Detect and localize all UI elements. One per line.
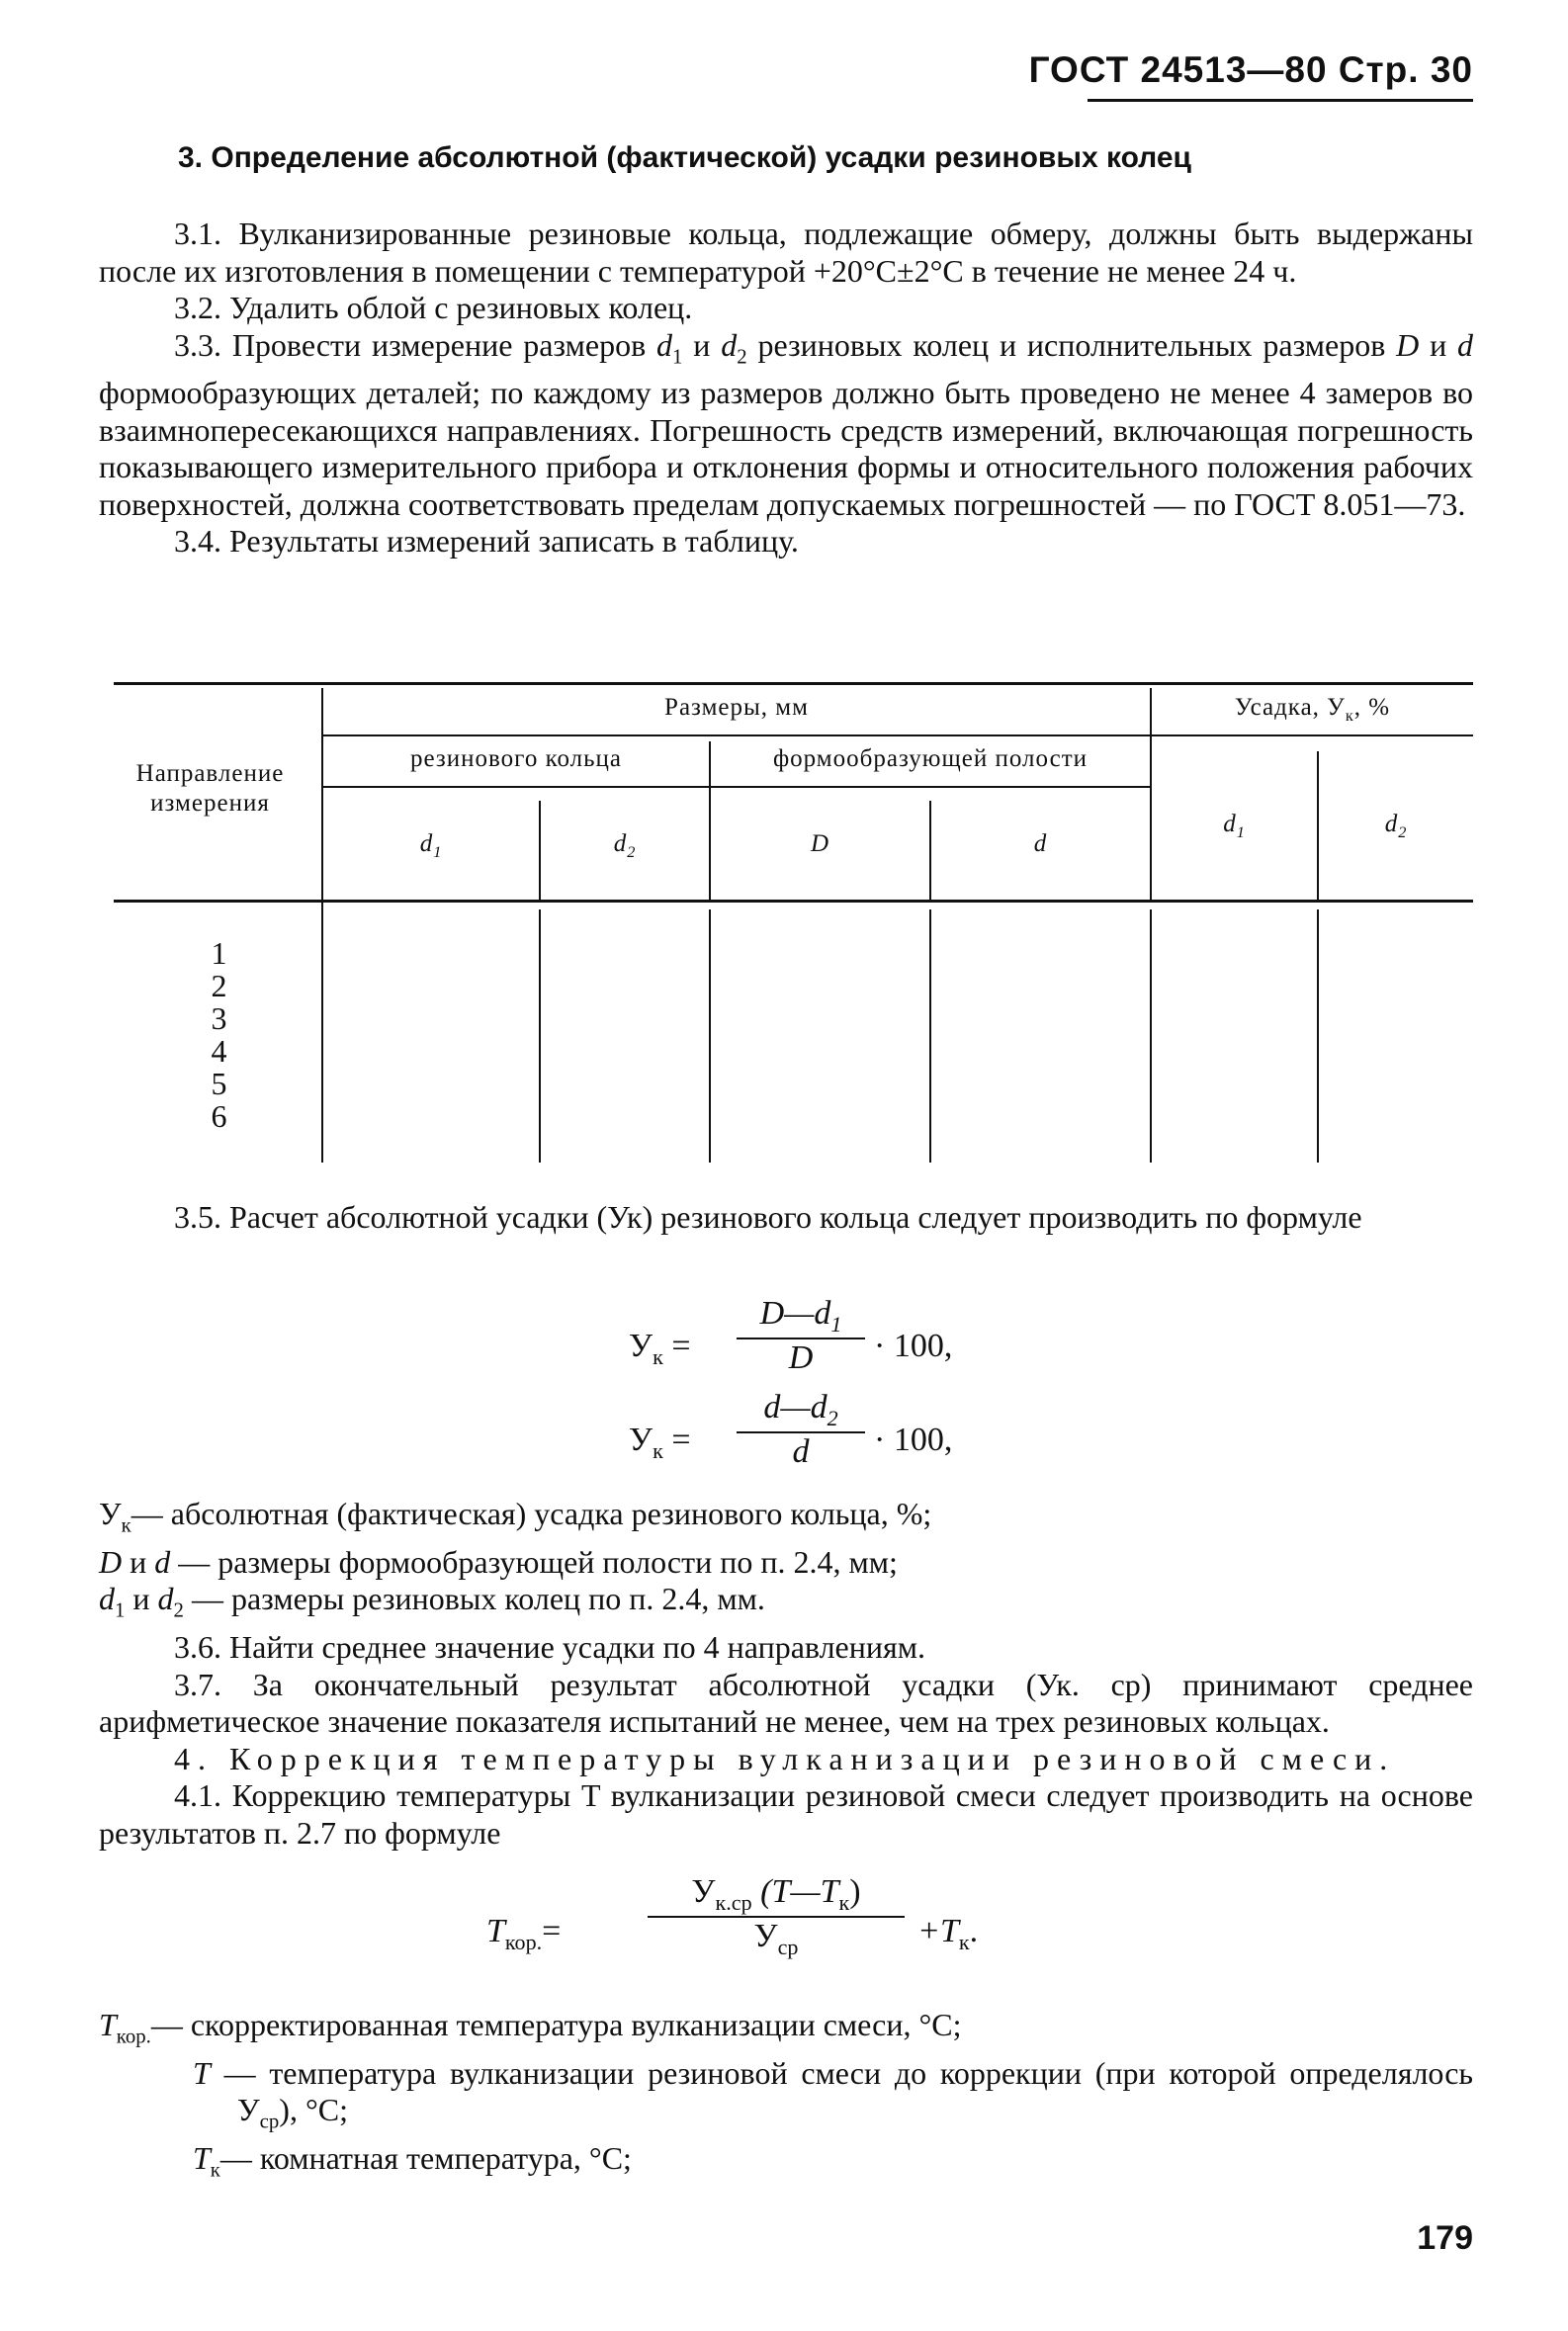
def-D-d: D и d — размеры формообразующей полости по п. 2.4, мм; [99, 1543, 898, 1580]
def-tk: $T_к—$ комнатная температура, °C; [193, 2140, 632, 2182]
header-rule [1088, 99, 1473, 102]
formula-2-fraction: $\frac{d—d_2}{d}$ [737, 1389, 865, 1471]
def-tkor: $T_{кор.}—$ скорректированная температура вулканизации смеси, °C; [99, 2007, 962, 2048]
def-t: T — температура вулканизации резиновой смеси до коррекции (при которой определялось $У_{ср}$), °C; [193, 2054, 1474, 2133]
def-yk: $У_к—$ абсолютная (фактическая) усадка резинового кольца, %; [99, 1496, 932, 1537]
row-5: 5 [211, 1066, 228, 1101]
p-3-6: 3.6. Найти среднее значение усадки по 4 направлениям. [174, 1629, 925, 1666]
head-shrink-d1: $d_1$ [1223, 811, 1246, 841]
p-3-4: 3.4. Результаты измерений записать в таблицу. [174, 523, 799, 560]
p-4-1: 4.1. Коррекцию температуры T вулканизации резиновой смеси следует производить на основе результатов п. 2.7 по формуле [99, 1777, 1473, 1851]
formula-3-fraction: $У_{к.ср}$ $(T—T_к)$ $У_{ср}$ [648, 1873, 905, 1960]
head-d1: $d_1$ [419, 830, 443, 861]
page-header: ГОСТ 24513—80 Стр. 30 [1028, 49, 1473, 90]
row-4: 4 [211, 1033, 228, 1069]
head-shrink-d2: $d_2$ [1384, 811, 1408, 841]
formula-3-tail: $+T_к$. [917, 1913, 979, 1954]
head-d: d [1033, 830, 1048, 857]
definitions-2 [99, 2007, 1473, 2189]
head-d2: $d_2$ [613, 830, 637, 861]
formula-3-lhs: $T_{кор.}=$ [486, 1913, 562, 1954]
row-2: 2 [211, 968, 228, 1003]
p-3-2: 3.2. Удалить облой с резиновых колец. [174, 290, 693, 325]
row-3: 3 [211, 1000, 228, 1036]
paragraph-3-5 [99, 1199, 1473, 1237]
page-number: 179 [1417, 2219, 1473, 2257]
section-title: 3. Определение абсолютной (фактической) усадки резиновых колец [178, 141, 1191, 174]
sub-cavity: формообразующей полости [772, 745, 1088, 772]
measurement-table [99, 682, 1473, 1166]
formula-1-fraction: $\frac{D—d_1}{D}$ [737, 1295, 865, 1377]
head-D: D [810, 830, 830, 857]
group-shrink: Усадка, $У_к$, % [1234, 694, 1391, 725]
definitions-1 [99, 1496, 1473, 1852]
p-3-3: 3.3. Провести измерение размеров $d_1$ и $d_2$ резиновых колец и исполнительных размеров D и d формообразующих деталей; по каждому из размеров должно быть проведено не менее 4 замеров во взаимнопересекающихся направлениях. Погрешность средств измерений, включающая погрешность показывающего измерительного прибора и отклонения формы и относительного положения рабочих поверхностей, должна соответствовать пределам допускаемых погрешностей — по ГОСТ 8.051—73. [99, 326, 1474, 522]
def-d1-d2: $d_1$ и $d_2$ — размеры резиновых колец по п. 2.4, мм. [99, 1581, 765, 1622]
sub-ring: резинового кольца [410, 745, 622, 772]
p-4: 4. Коррекция температуры вулканизации резиновой смеси. [174, 1740, 1396, 1776]
group-sizes: Размеры, мм [664, 694, 809, 721]
p-3-7: 3.7. За окончательный результат абсолютной усадки (Ук. ср) принимают среднее арифметическое значение показателя испытаний не менее, чем на трех резиновых кольцах. [99, 1666, 1473, 1740]
document-page [99, 0, 1473, 2331]
row-6: 6 [211, 1098, 228, 1134]
formula-1-tail: · 100, [874, 1328, 953, 1364]
formula-2-tail: · 100, [874, 1422, 953, 1458]
formula-2-lhs: $У_к$ = [629, 1422, 691, 1463]
paragraph-3-1 [99, 216, 1473, 561]
formula-1-lhs: $У_к$ = [629, 1328, 691, 1369]
p-3-1: 3.1. Вулканизированные резиновые кольца, подлежащие обмеру, должны быть выдержаны после их изготовления в помещении с температурой +20°C±2°C в течение не менее 24 ч. [99, 216, 1473, 289]
col-direction: Направление измерения [135, 760, 285, 817]
row-1: 1 [211, 935, 228, 971]
p-3-5: 3.5. Расчет абсолютной усадки (Ук) резинового кольца следует производить по формуле [174, 1199, 1362, 1235]
